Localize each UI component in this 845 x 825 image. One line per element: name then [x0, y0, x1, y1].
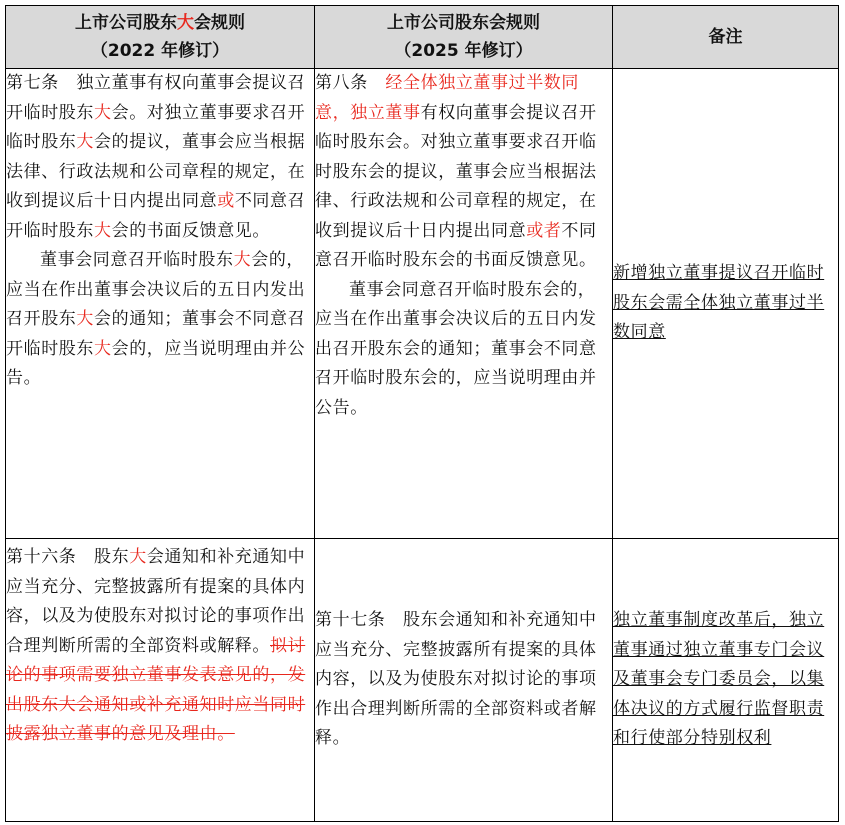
header-row	[6, 6, 839, 69]
new-article-17	[315, 539, 613, 822]
old-article-16-para: 第十六条 股东大会通知和补充通知中应当充分、完整披露所有提案的具体内容，以及为使股东对拟讨论的事项作出合理判断所需的全部资料或解释。拟讨论的事项需要独立董事发表意见的，发出股东大会通知或补充通知时应当同时披露独立董事的意见及理由。	[6, 547, 306, 744]
old-article-7-para-2: 董事会同意召开临时股东大会的，应当在作出董事会决议后的五日内发出召开股东大会的通知；董事会不同意召开临时股东大会的，应当说明理由并公告。	[6, 250, 306, 388]
new-article-17-para: 第十七条 股东会通知和补充通知中应当充分、完整披露所有提案的具体内容，以及为使股东对拟讨论的事项作出合理判断所需的全部资料或者解释。	[315, 610, 597, 749]
remark-1	[613, 69, 839, 539]
remark-2-text: 独立董事制度改革后，独立董事通过独立董事专门会议及董事会专门委员会，以集体决议的方式履行监督职责和行使部分特别权利	[613, 610, 825, 749]
remark-1-text: 新增独立董事提议召开临时股东会需全体独立董事过半数同意	[613, 263, 825, 343]
header-new-rules: 上市公司股东会规则 （2025 年修订）	[315, 6, 613, 69]
old-article-7	[6, 69, 315, 539]
comparison-table	[5, 5, 839, 822]
new-article-8-para-1: 第八条 经全体独立董事过半数同意，独立董事有权向董事会提议召开临时股东会。对独立董事要求召开临时股东会的提议，董事会应当根据法律、行政法规和公司章程的规定，在收到提议后十日内提出同意或者不同意召开临时股东会的书面反馈意见。	[315, 73, 597, 270]
table-row	[6, 69, 839, 539]
new-article-8-para-2: 董事会同意召开临时股东会的，应当在作出董事会决议后的五日内发出召开股东会的通知；董事会不同意召开临时股东会的，应当说明理由并公告。	[315, 279, 597, 418]
old-article-16	[6, 539, 315, 822]
header-old-rules: 上市公司股东大会规则 （2022 年修订）	[6, 6, 315, 69]
table-row	[6, 539, 839, 822]
new-article-8	[315, 69, 613, 539]
header-remarks: 备注	[613, 6, 839, 69]
old-article-7-para-1: 第七条 独立董事有权向董事会提议召开临时股东大会。对独立董事要求召开临时股东大会的提议，董事会应当根据法律、行政法规和公司章程的规定，在收到提议后十日内提出同意或不同意召开临时股东大会的书面反馈意见。	[6, 73, 306, 241]
deleted-text: 拟讨论的事项需要独立董事发表意见的，发出股东大会通知或补充通知时应当同时披露独立董事的意见及理由。	[6, 635, 306, 744]
remark-2	[613, 539, 839, 822]
